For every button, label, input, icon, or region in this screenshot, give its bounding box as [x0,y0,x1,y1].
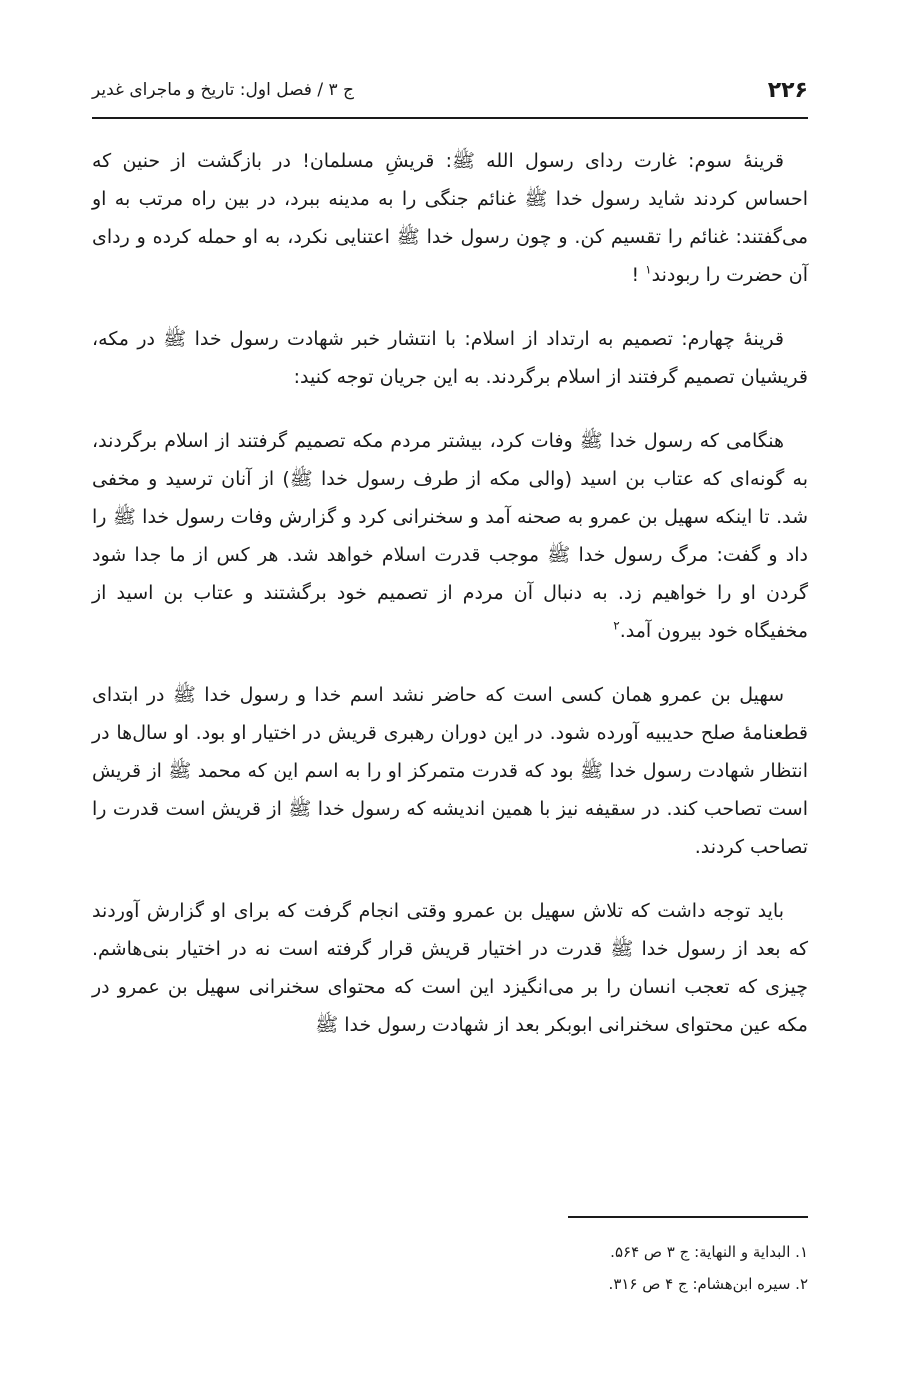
footnote-rule [568,1216,808,1218]
footnote-marker: ۱ [645,262,652,277]
header-rule [92,117,808,119]
footnotes [92,1236,808,1300]
paragraph: سهیل بن عمرو همان کسی است که حاضر نشد اسم خدا و رسول خدا ﷺ در ابتدای قطعنامۀ صلح حدیبیه آورده شود. در این دوران رهبری قریش در اختیار او بود. او سال‌ها در انتظار شهادت رسول خدا ﷺ بود که قدرت متمرکز او را به اسم این که محمد ﷺ از قریش است تصاحب کند. در سقیفه نیز با همین اندیشه که رسول خدا ﷺ از قریش است قدرت را تصاحب کردند. [92,684,808,858]
page-number: ۲۲۶ [767,77,808,103]
book-page [92,0,808,1390]
page-body [92,142,808,1070]
footnote-marker: ۲ [613,618,620,633]
footnote-item: ۲. سیره ابن‌هشام: ج ۴ ص ۳۱۶. [608,1275,808,1293]
paragraph: قرینۀ سوم: غارت ردای رسول الله ﷺ: قریشِ مسلمان! در بازگشت از حنین که احساس کردند شاید رسول خدا ﷺ غنائم جنگی را به مدینه ببرد، در بین راه مرتب به او می‌گفتند: غنائم را تقسیم کن. و چون رسول خدا ﷺ اعتنایی نکرد، به او حمله کرده و ردای آن حضرت را ربودند$^۱$ ! [92,150,808,286]
page-header [92,70,808,110]
running-head: ج ۳ / فصل اول: تاریخ و ماجرای غدیر [92,80,355,100]
footnote-item: ۱. البدایة و النهایة: ج ۳ ص ۵۶۴. [610,1243,808,1261]
paragraph: قرینۀ چهارم: تصمیم به ارتداد از اسلام: با انتشار خبر شهادت رسول خدا ﷺ در مکه، قریشیان تصمیم گرفتند از اسلام برگردند. به این جریان توجه کنید: [92,328,808,388]
paragraph: هنگامی که رسول خدا ﷺ وفات کرد، بیشتر مردم مکه تصمیم گرفتند از اسلام برگردند، به گونه‌ای که عتاب بن اسید (والی مکه از طرف رسول خدا ﷺ) از آنان ترسید و مخفی شد. تا اینکه سهیل بن عمرو به صحنه آمد و سخنرانی کرد و گزارش وفات رسول خدا ﷺ را داد و گفت: مرگ رسول خدا ﷺ موجب قدرت اسلام خواهد شد. هر کس از ما جدا شود گردن او را خواهیم زد. به دنبال آن مردم از تصمیم خود برگشتند و عتاب بن اسید از مخفیگاه خود بیرون آمد.$^۲$ [92,430,808,642]
paragraph: باید توجه داشت که تلاش سهیل بن عمرو وقتی انجام گرفت که برای او گزارش آوردند که بعد از رسول خدا ﷺ قدرت در اختیار قریش قرار گرفته است نه در اختیار بنی‌هاشم. چیزی که تعجب انسان را بر می‌انگیزد این است که محتوای سخنرانی سهیل بن عمرو در مکه عین محتوای سخنرانی ابوبکر بعد از شهادت رسول خدا ﷺ [92,900,808,1036]
